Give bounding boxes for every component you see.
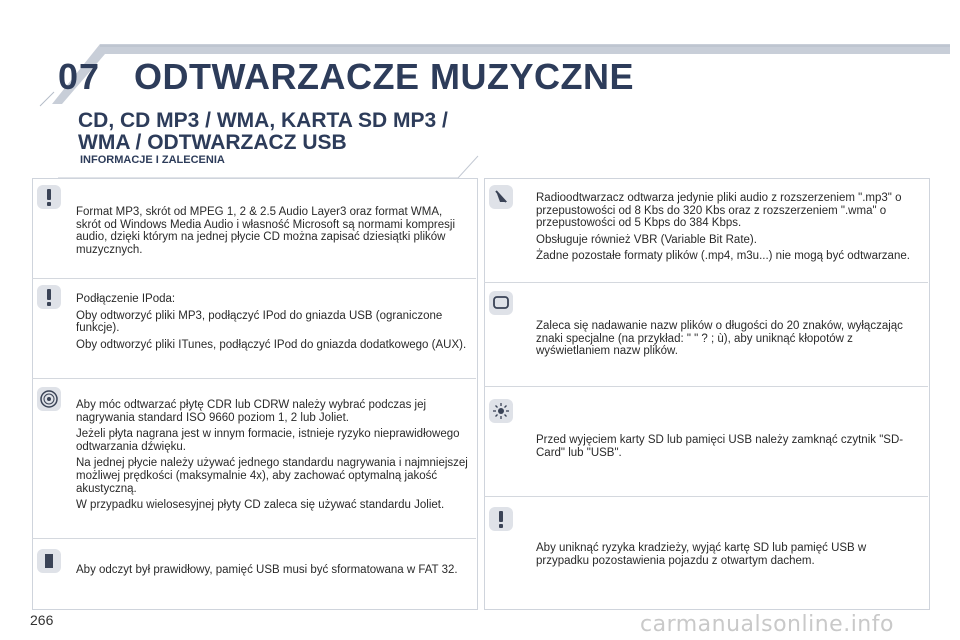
- disc-icon: [36, 386, 62, 412]
- warning-icon: [488, 506, 514, 532]
- paragraph: Przed wyjęciem karty SD lub pamięci USB należy zamknąć czytnik "SD-Card" lub "USB".: [536, 434, 904, 459]
- section-subtitle: INFORMACJE I ZALECENIA: [80, 154, 225, 166]
- usb-memory-icon: [36, 548, 62, 574]
- light-icon: [488, 398, 514, 424]
- paragraph: W przypadku wielosesyjnej płyty CD zaleca się używać standardu Joliet.: [76, 499, 445, 512]
- warning-icon: [36, 284, 62, 310]
- warning-icon: [36, 184, 62, 210]
- info-block-file-formats: [536, 192, 922, 267]
- watermark: carmanualsonline.info: [640, 612, 894, 637]
- section-title: CD, CD MP3 / WMA, KARTA SD MP3 / WMA / ODTWARZACZ USB: [78, 109, 448, 154]
- paragraph: Zaleca się nadawanie nazw plików o długości do 20 znaków, wyłączając znaki specjalne (na przykład: " " ? ; ù), aby uniknąć kłopotów z wyświetlaniem nazw plików.: [536, 320, 903, 358]
- paragraph: Aby móc odtwarzać płytę CDR lub CDRW należy wybrać podczas jej nagrywania standard ISO 9660 poziom 1, 2 lub Joliet.: [76, 399, 427, 424]
- left-divider: [32, 378, 476, 379]
- paragraph: Format MP3, skrót od MPEG 1, 2 & 2.5 Audio Layer3 oraz format WMA, skrót od Windows Media Audio i własność Microsoft są normami kompresji audio, dzięki którym na jednej płycie CD można zapisać dziesiątki plików muzycznych.: [76, 206, 455, 256]
- right-divider: [484, 496, 928, 497]
- paragraph: Na jednej płycie należy używać jednego standardu nagrywania i najmniejszej możliwej prędkości (maksymalnie 4x), aby zachować optymalną jakość akustyczną.: [76, 457, 468, 495]
- info-block-usb-format: [76, 564, 468, 581]
- screen-icon: [488, 290, 514, 316]
- info-block-file-names: [536, 320, 922, 362]
- left-divider: [32, 278, 476, 279]
- paragraph: Aby uniknąć ryzyka kradzieży, wyjąć kartę SD lub pamięć USB w przypadku pozostawienia pojazdu z otwartym dachem.: [536, 542, 867, 567]
- paragraph: Żadne pozostałe formaty plików (.mp4, m3u...) nie mogą być odtwarzane.: [536, 250, 910, 263]
- info-block-cd-recording: [76, 399, 468, 516]
- right-divider: [484, 386, 928, 387]
- info-block-ipod: [76, 293, 468, 355]
- chapter-title: ODTWARZACZE MUZYCZNE: [134, 56, 634, 97]
- right-divider: [484, 282, 928, 283]
- paragraph: Oby odtworzyć pliki MP3, podłączyć IPod do gniazda USB (ograniczone funkcje).: [76, 309, 443, 335]
- info-block-eject: [536, 434, 922, 463]
- paragraph: Obsługuje również VBR (Variable Bit Rate).: [536, 233, 757, 246]
- info-block-mp3-format: [76, 206, 468, 260]
- info-block-theft: [536, 542, 922, 571]
- paragraph: Podłączenie IPoda:: [76, 293, 176, 305]
- paragraph: Oby odtworzyć pliki ITunes, podłączyć IPod do gniazda dodatkowego (AUX).: [76, 338, 467, 351]
- paragraph: Jeżeli płyta nagrana jest w innym formacie, istnieje ryzyko nieprawidłowego odtwarzania dźwięku.: [76, 428, 460, 453]
- page-number: 266: [30, 612, 54, 628]
- left-divider: [32, 538, 476, 539]
- paragraph: Aby odczyt był prawidłowy, pamięć USB musi być sformatowana w FAT 32.: [76, 564, 458, 576]
- chapter-number: 07: [58, 56, 101, 97]
- paragraph: Radioodtwarzacz odtwarza jedynie pliki audio z rozszerzeniem ".mp3" o przepustowości od 8 Kbs do 320 Kbs oraz z rozszerzeniem ".wma" o przepustowości od 5 Kbps do 384 Kbps.: [536, 192, 902, 230]
- arrow-icon: [488, 184, 514, 210]
